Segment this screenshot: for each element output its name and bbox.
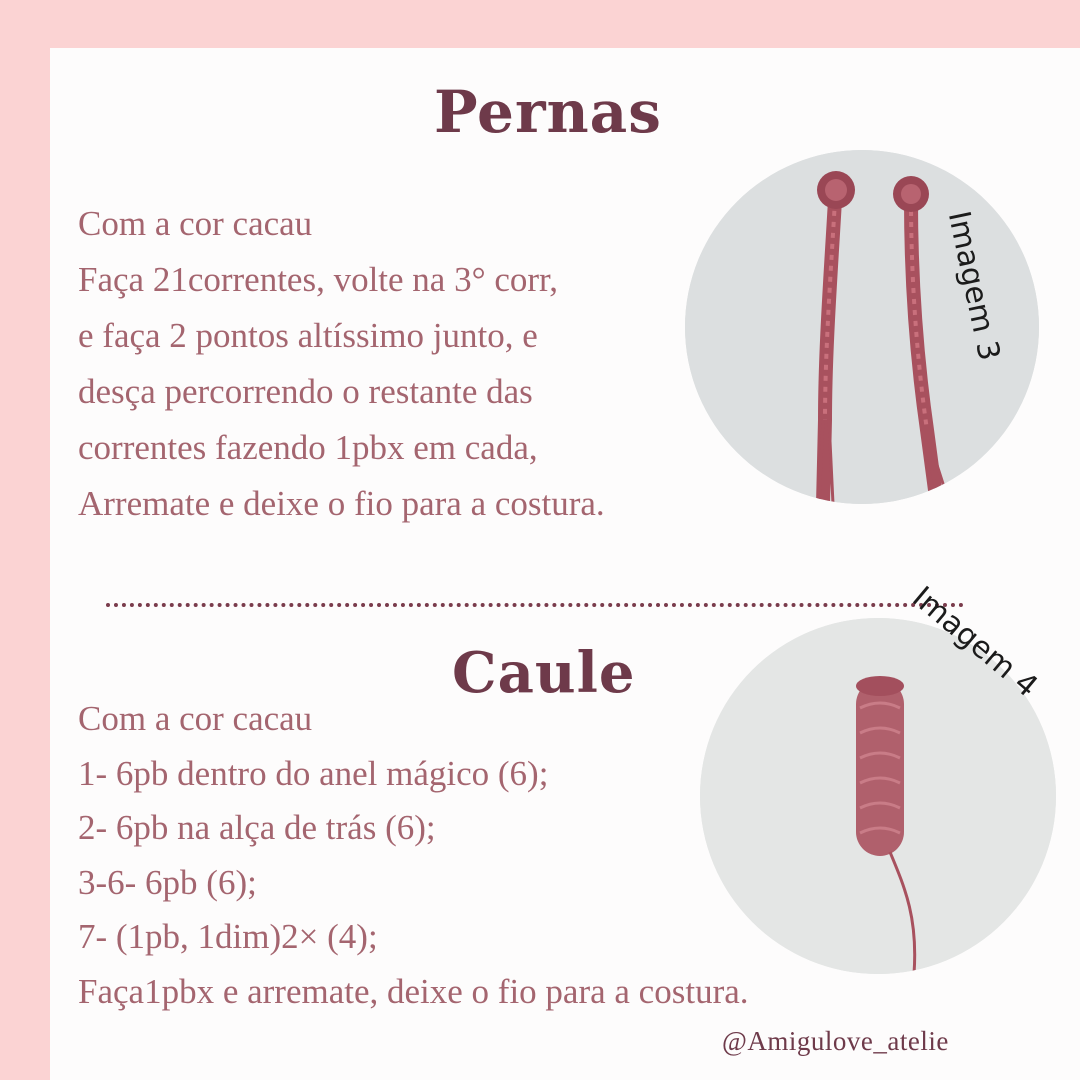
instruction-line: desça percorrendo o restante das xyxy=(78,372,533,411)
instruction-line: Com a cor cacau xyxy=(78,204,313,243)
instruction-line: Faça 21correntes, volte na 3° corr, xyxy=(78,260,559,299)
instructions-pernas xyxy=(78,196,605,532)
section-title-pernas: Pernas xyxy=(434,78,662,146)
instruction-line: e faça 2 pontos altíssimo junto, e xyxy=(78,316,538,355)
image-label-3: Imagem 3 xyxy=(940,208,1007,364)
instructions-caule xyxy=(78,692,749,1019)
section-title-caule: Caule xyxy=(452,640,636,706)
image-label-4: Imagem 4 xyxy=(905,580,1045,705)
instruction-line: 3-6- 6pb (6); xyxy=(78,862,257,902)
instruction-line: Com a cor cacau xyxy=(78,699,313,738)
instruction-line: 1- 6pb dentro do anel mágico (6); xyxy=(78,753,549,793)
instruction-line: Faça1pbx e arremate, deixe o fio para a costura. xyxy=(78,971,749,1011)
instruction-line: correntes fazendo 1pbx em cada, xyxy=(78,428,538,467)
instruction-line: 2- 6pb na alça de trás (6); xyxy=(78,808,436,847)
author-handle: @Amigulove_atelie xyxy=(722,1026,949,1056)
section-divider xyxy=(106,603,964,607)
instruction-line: 7- (1pb, 1dim)2× (4); xyxy=(78,917,378,956)
pattern-card xyxy=(50,48,1080,1080)
instruction-line: Arremate e deixe o fio para a costura. xyxy=(78,484,605,523)
